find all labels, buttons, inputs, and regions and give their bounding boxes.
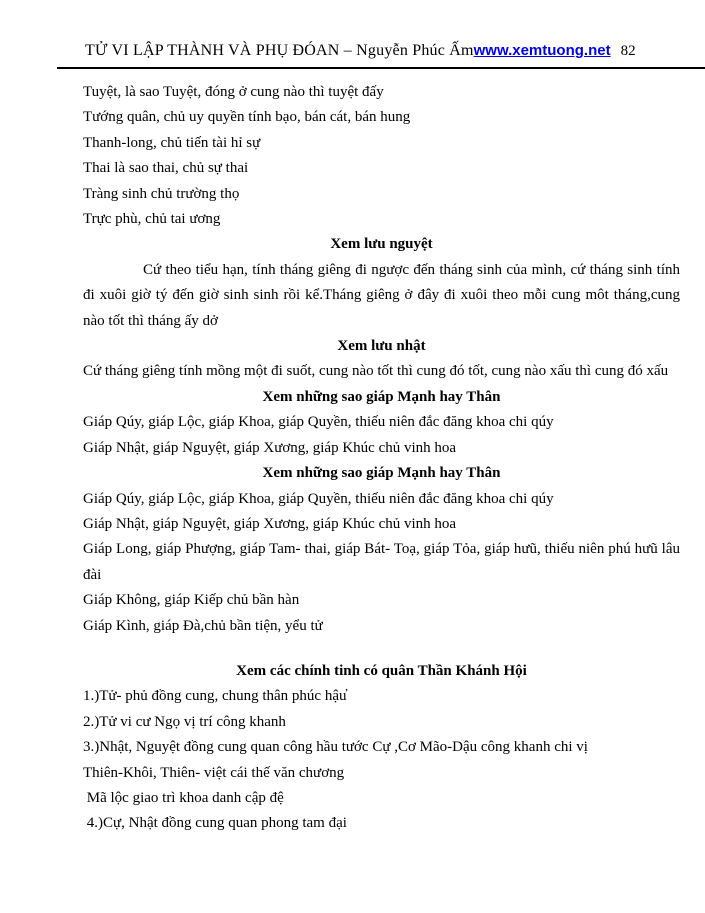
- section-heading: Xem lưu nhật: [337, 338, 426, 355]
- page-header: [0, 0, 705, 60]
- text-line: Tướng quân, chủ uy quyền tính bạo, bán cát, bán hung: [83, 109, 411, 126]
- paragraph: Giáp Long, giáp Phượng, giáp Tam- thai, giáp Bát- Toạ, giáp Tỏa, giáp hưũ, thiếu niên phú hưũ lâu đài: [83, 541, 680, 583]
- text-line: Giáp Không, giáp Kiếp chủ bần hàn: [83, 592, 300, 609]
- section-heading: Xem những sao giáp Mạnh hay Thân: [262, 465, 501, 482]
- section-heading: Xem những sao giáp Mạnh hay Thân: [262, 388, 501, 405]
- section-heading: Xem các chính tinh có quân Thần Khánh Hội: [236, 662, 527, 679]
- text-line: Trực phù, chủ tai ương: [83, 211, 221, 228]
- text-line: Giáp Qúy, giáp Lộc, giáp Khoa, giáp Quyền, thiếu niên đắc đăng khoa chi qúy: [83, 414, 554, 431]
- text-line: Thiên-Khôi, Thiên- việt cái thế văn chương: [83, 764, 345, 781]
- text-line: Tràng sinh chủ trường thọ: [83, 185, 240, 202]
- document-body: [0, 69, 705, 837]
- paragraph: Cứ tháng giêng tính mồng một đi suốt, cung nào tốt thì cung đó tốt, cung nào xấu thì cung đó xấu: [83, 363, 669, 380]
- header-right-group: [474, 42, 636, 60]
- text-line: 1.)Tử- phủ đồng cung, chung thân phúc hậu̓: [83, 688, 347, 705]
- page-number: 82: [620, 43, 636, 59]
- text-line: Giáp Qúy, giáp Lộc, giáp Khoa, giáp Quyền, thiếu niên đắc đăng khoa chi qúy: [83, 490, 554, 507]
- text-line: Giáp Kình, giáp Đà,chủ bần tiện, yểu tử: [83, 617, 323, 634]
- text-line: Giáp Nhật, giáp Nguyệt, giáp Xương, giáp Khúc chủ vinh hoa: [83, 515, 457, 532]
- text-line: 4.)Cự, Nhật đồng cung quan phong tam đại: [83, 815, 347, 832]
- section-heading: Xem lưu nguyệt: [330, 236, 433, 253]
- text-line: Thai là sao thai, chủ sự thai: [83, 160, 249, 177]
- document-title: TỬ VI LẬP THÀNH VÀ PHỤ ĐÓAN – Nguyễn Phúc Ấm: [85, 42, 474, 59]
- text-line: Tuyệt, là sao Tuyệt, đóng ở cung nào thì tuyệt đấy: [83, 84, 384, 100]
- text-line: Mã lộc giao trì khoa danh cập đệ: [83, 789, 284, 806]
- text-line: 3.)Nhật, Nguyệt đồng cung quan công hầu tước Cự ,Cơ Mão-Dậu công khanh chi vị: [83, 739, 588, 756]
- text-line: Thanh-long, chủ tiến tài hỉ sự: [83, 134, 261, 151]
- text-line: Giáp Nhật, giáp Nguyệt, giáp Xương, giáp Khúc chủ vinh hoa: [83, 439, 457, 456]
- paragraph: Cứ theo tiểu hạn, tính tháng giêng đi ngược đến tháng sinh của mình, cứ tháng sinh tính đi xuôi giờ tý đến giờ sinh sinh rồi kể.Tháng giêng ở đây đi xuôi theo mỗi cung môt tháng,cung nào tốt thì tháng ấy dở: [83, 261, 680, 329]
- website-link[interactable]: www.xemtuong.net: [473, 42, 611, 59]
- text-line: 2.)Tử vi cư Ngọ vị trí công khanh: [83, 713, 286, 730]
- spacer: [83, 639, 680, 659]
